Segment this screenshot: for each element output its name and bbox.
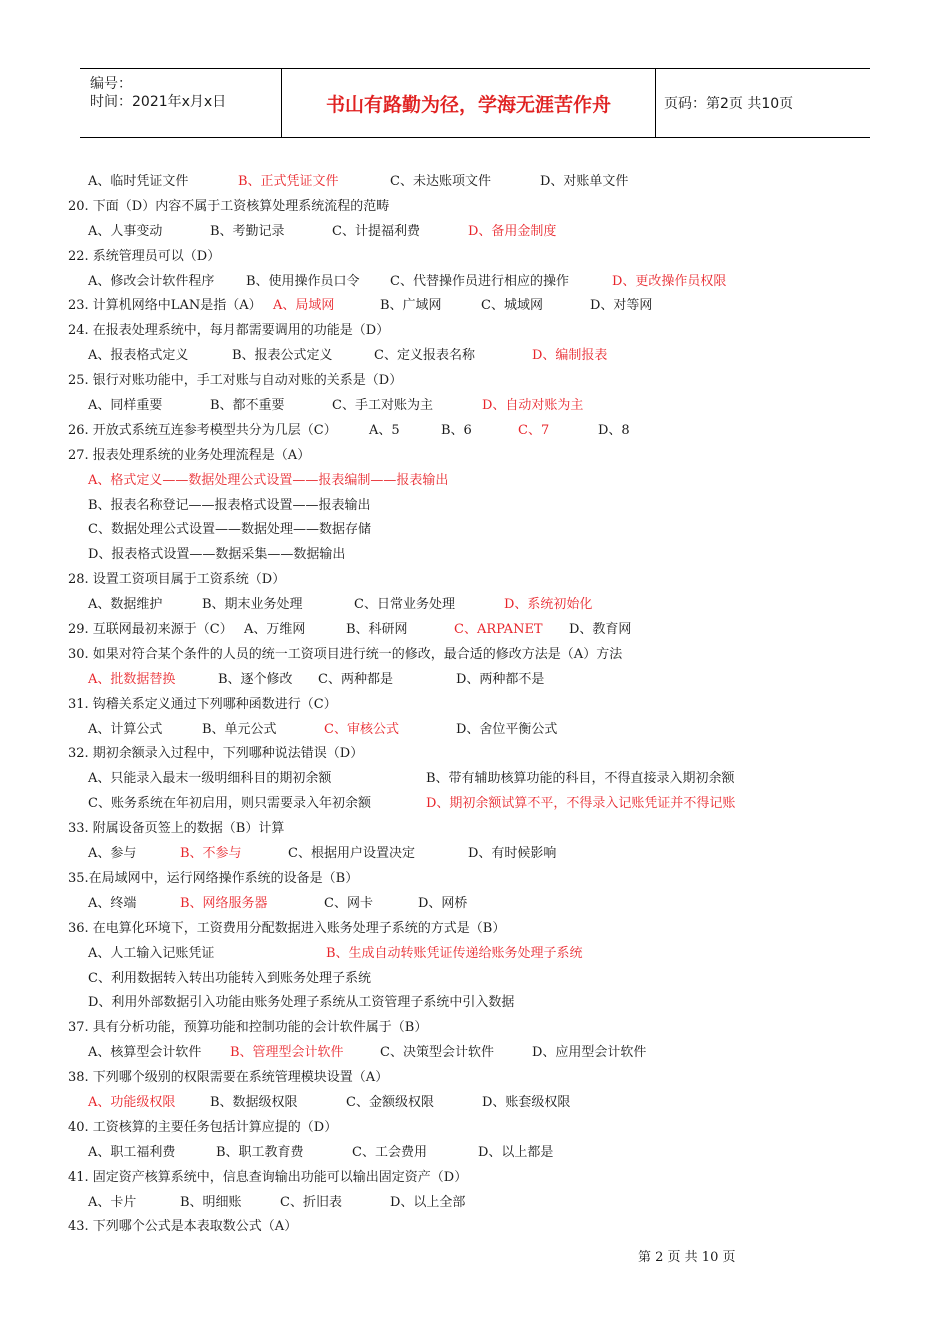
answer-option-highlighted: A、功能级权限 xyxy=(88,1094,176,1110)
options-line xyxy=(68,220,808,245)
answer-option: D、两种都不是 xyxy=(456,671,545,687)
question-text: 35.在局域网中，运行网络操作系统的设备是（B） xyxy=(68,870,359,886)
question-list xyxy=(68,170,808,1240)
answer-option: B、明细账 xyxy=(180,1194,242,1210)
question-line xyxy=(68,1116,808,1141)
question-text: 31. 钩稽关系定义通过下列哪种函数进行（C） xyxy=(68,696,337,712)
answer-option: D、舍位平衡公式 xyxy=(456,721,558,737)
answer-option: D、网桥 xyxy=(418,895,468,911)
answer-option: A、数据维护 xyxy=(88,597,163,613)
question-line xyxy=(68,693,808,718)
answer-option: B、期末业务处理 xyxy=(202,597,303,613)
question-text: 36. 在电算化环境下，工资费用分配数据进入账务处理子系统的方式是（B） xyxy=(68,920,506,936)
answer-option: C、数据处理公式设置——数据处理——数据存储 xyxy=(88,522,371,538)
question-text: 29. 互联网最初来源于（C） xyxy=(68,622,233,638)
options-line xyxy=(68,494,808,519)
question-line xyxy=(68,319,808,344)
answer-option-highlighted: A、格式定义——数据处理公式设置——报表编制——报表输出 xyxy=(88,472,449,488)
answer-option: B、考勤记录 xyxy=(210,223,285,239)
answer-option: C、金额级权限 xyxy=(346,1094,434,1110)
options-line xyxy=(68,518,808,543)
answer-option: A、核算型会计软件 xyxy=(88,1045,202,1061)
answer-option: D、对等网 xyxy=(590,298,653,314)
answer-option: D、有时候影响 xyxy=(468,846,557,862)
question-line xyxy=(68,867,808,892)
options-line xyxy=(68,1191,808,1216)
answer-option: A、职工福利费 xyxy=(88,1144,176,1160)
answer-option: C、代替操作员进行相应的操作 xyxy=(390,273,569,289)
options-line xyxy=(68,1041,808,1066)
options-line xyxy=(68,170,808,195)
question-text: 30. 如果对符合某个条件的人员的统一工资项目进行统一的修改，最合适的修改方法是（A）方法 xyxy=(68,646,623,662)
options-line xyxy=(68,1141,808,1166)
header-meta xyxy=(80,69,282,137)
answer-option-highlighted: D、备用金制度 xyxy=(468,223,557,239)
answer-option: A、人事变动 xyxy=(88,223,163,239)
answer-option: A、临时凭证文件 xyxy=(88,174,189,189)
answer-option: B、职工教育费 xyxy=(216,1144,304,1160)
answer-option: D、利用外部数据引入功能由账务处理子系统从工资管理子系统中引入数据 xyxy=(88,995,515,1011)
answer-option: B、使用操作员口令 xyxy=(246,273,360,289)
answer-option-highlighted: B、管理型会计软件 xyxy=(230,1045,344,1061)
options-line xyxy=(68,469,808,494)
question-line xyxy=(68,419,808,444)
question-text: 37. 具有分析功能，预算功能和控制功能的会计软件属于（B） xyxy=(68,1020,428,1036)
answer-option: C、折旧表 xyxy=(280,1194,342,1210)
date-label: 时间：2021年x月x日 xyxy=(90,94,227,110)
question-line xyxy=(68,917,808,942)
question-line xyxy=(68,369,808,394)
question-text: 24. 在报表处理系统中，每月都需要调用的功能是（D） xyxy=(68,323,390,339)
answer-option: C、城域网 xyxy=(481,298,543,314)
answer-option: C、定义报表名称 xyxy=(374,348,475,364)
page-footer: 第 2 页 共 10 页 xyxy=(638,1250,736,1265)
answer-option: A、万维网 xyxy=(244,622,306,638)
answer-option: A、计算公式 xyxy=(88,721,163,737)
question-line xyxy=(68,245,808,270)
question-line xyxy=(68,643,808,668)
answer-option: C、利用数据转入转出功能转入到账务处理子系统 xyxy=(88,970,371,986)
question-text: 40. 工资核算的主要任务包括计算应提的（D） xyxy=(68,1119,338,1135)
options-line xyxy=(68,270,808,295)
answer-option: A、同样重要 xyxy=(88,398,163,414)
answer-option-highlighted: D、系统初始化 xyxy=(504,597,593,613)
options-line xyxy=(68,967,808,992)
question-text: 33. 附属设备页签上的数据（B）计算 xyxy=(68,821,285,837)
answer-option: C、手工对账为主 xyxy=(332,398,433,414)
options-line xyxy=(68,792,808,817)
number-label: 编号： xyxy=(90,76,132,92)
answer-option: D、以上都是 xyxy=(478,1144,554,1160)
answer-option-highlighted: D、编制报表 xyxy=(532,348,608,364)
answer-option: D、8 xyxy=(598,422,630,438)
answer-option-highlighted: D、更改操作员权限 xyxy=(612,273,727,289)
options-line xyxy=(68,394,808,419)
answer-option: B、逐个修改 xyxy=(218,671,293,687)
answer-option: D、以上全部 xyxy=(390,1194,466,1210)
header-motto: 书山有路勤为径，学海无涯苦作舟 xyxy=(282,69,656,137)
options-line xyxy=(68,842,808,867)
options-line xyxy=(68,718,808,743)
options-line xyxy=(68,1091,808,1116)
answer-option: C、日常业务处理 xyxy=(354,597,455,613)
answer-option: C、账务系统在年初启用，则只需要录入年初余额 xyxy=(88,796,371,812)
answer-option: D、对账单文件 xyxy=(540,174,629,189)
answer-option-highlighted: C、ARPANET xyxy=(454,622,543,638)
question-text: 41. 固定资产核算系统中，信息查询输出功能可以输出固定资产（D） xyxy=(68,1169,468,1185)
page-header xyxy=(80,68,870,138)
question-line xyxy=(68,742,808,767)
answer-option: B、6 xyxy=(441,422,472,438)
question-text: 23. 计算机网络中LAN是指（A） xyxy=(68,298,262,314)
answer-option: A、终端 xyxy=(88,895,137,911)
answer-option: B、带有辅助核算功能的科目，不得直接录入期初余额 xyxy=(426,771,735,787)
question-line xyxy=(68,1066,808,1091)
answer-option: C、计提福利费 xyxy=(332,223,420,239)
header-page-label: 页码：第2页 共10页 xyxy=(664,96,794,112)
answer-option: A、只能录入最末一级明细科目的期初余额 xyxy=(88,771,332,787)
options-line xyxy=(68,344,808,369)
answer-option: A、参与 xyxy=(88,846,137,862)
answer-option: C、决策型会计软件 xyxy=(380,1045,494,1061)
answer-option-highlighted: B、正式凭证文件 xyxy=(238,174,339,189)
options-line xyxy=(68,668,808,693)
answer-option-highlighted: A、批数据替换 xyxy=(88,671,176,687)
question-text: 22. 系统管理员可以（D） xyxy=(68,248,221,264)
question-text: 38. 下列哪个级别的权限需要在系统管理模块设置（A） xyxy=(68,1070,389,1086)
answer-option: A、5 xyxy=(369,422,400,438)
question-text: 20. 下面（D）内容不属于工资核算处理系统流程的范畴 xyxy=(68,198,390,214)
question-line xyxy=(68,195,808,220)
answer-option-highlighted: C、7 xyxy=(518,422,550,438)
question-line xyxy=(68,568,808,593)
answer-option: B、都不重要 xyxy=(210,398,285,414)
answer-option-highlighted: D、期初余额试算不平，不得录入记账凭证并不得记账 xyxy=(426,796,736,812)
question-line xyxy=(68,1215,808,1240)
question-line xyxy=(68,444,808,469)
question-line xyxy=(68,1166,808,1191)
answer-option-highlighted: D、自动对账为主 xyxy=(482,398,584,414)
answer-option: A、卡片 xyxy=(88,1194,137,1210)
question-line xyxy=(68,817,808,842)
answer-option: B、单元公式 xyxy=(202,721,277,737)
answer-option: A、人工输入记账凭证 xyxy=(88,945,215,961)
answer-option: C、工会费用 xyxy=(352,1144,427,1160)
answer-option: B、报表公式定义 xyxy=(232,348,333,364)
answer-option: C、两种都是 xyxy=(318,671,393,687)
options-line xyxy=(68,892,808,917)
question-text: 27. 报表处理系统的业务处理流程是（A） xyxy=(68,447,311,463)
answer-option: D、应用型会计软件 xyxy=(532,1045,647,1061)
options-line xyxy=(68,593,808,618)
question-line xyxy=(68,294,808,319)
answer-option: A、报表格式定义 xyxy=(88,348,189,364)
answer-option: D、账套级权限 xyxy=(482,1094,571,1110)
answer-option-highlighted: B、不参与 xyxy=(180,846,242,862)
question-line xyxy=(68,1016,808,1041)
answer-option: B、报表名称登记——报表格式设置——报表输出 xyxy=(88,497,371,513)
answer-option-highlighted: B、网络服务器 xyxy=(180,895,268,911)
answer-option: A、修改会计软件程序 xyxy=(88,273,215,289)
answer-option: D、教育网 xyxy=(569,622,632,638)
question-line xyxy=(68,618,808,643)
question-text: 32. 期初余额录入过程中，下列哪种说法错误（D） xyxy=(68,746,364,762)
answer-option: D、报表格式设置——数据采集——数据输出 xyxy=(88,547,346,563)
answer-option: C、未达账项文件 xyxy=(390,174,491,189)
question-text: 43. 下列哪个公式是本表取数公式（A） xyxy=(68,1219,298,1235)
options-line xyxy=(68,767,808,792)
options-line xyxy=(68,543,808,568)
question-text: 25. 银行对账功能中，手工对账与自动对账的关系是（D） xyxy=(68,373,403,389)
answer-option-highlighted: C、审核公式 xyxy=(324,721,399,737)
answer-option-highlighted: B、生成自动转账凭证传递给账务处理子系统 xyxy=(326,945,583,961)
answer-option: B、数据级权限 xyxy=(210,1094,298,1110)
answer-option: B、科研网 xyxy=(346,622,408,638)
answer-option-highlighted: A、局域网 xyxy=(273,298,335,314)
options-line xyxy=(68,991,808,1016)
answer-option: C、根据用户设置决定 xyxy=(288,846,415,862)
answer-option: B、广域网 xyxy=(380,298,442,314)
question-text: 28. 设置工资项目属于工资系统（D） xyxy=(68,572,286,588)
answer-option: C、网卡 xyxy=(324,895,373,911)
question-text: 26. 开放式系统互连参考模型共分为几层（C） xyxy=(68,422,337,438)
options-line xyxy=(68,942,808,967)
